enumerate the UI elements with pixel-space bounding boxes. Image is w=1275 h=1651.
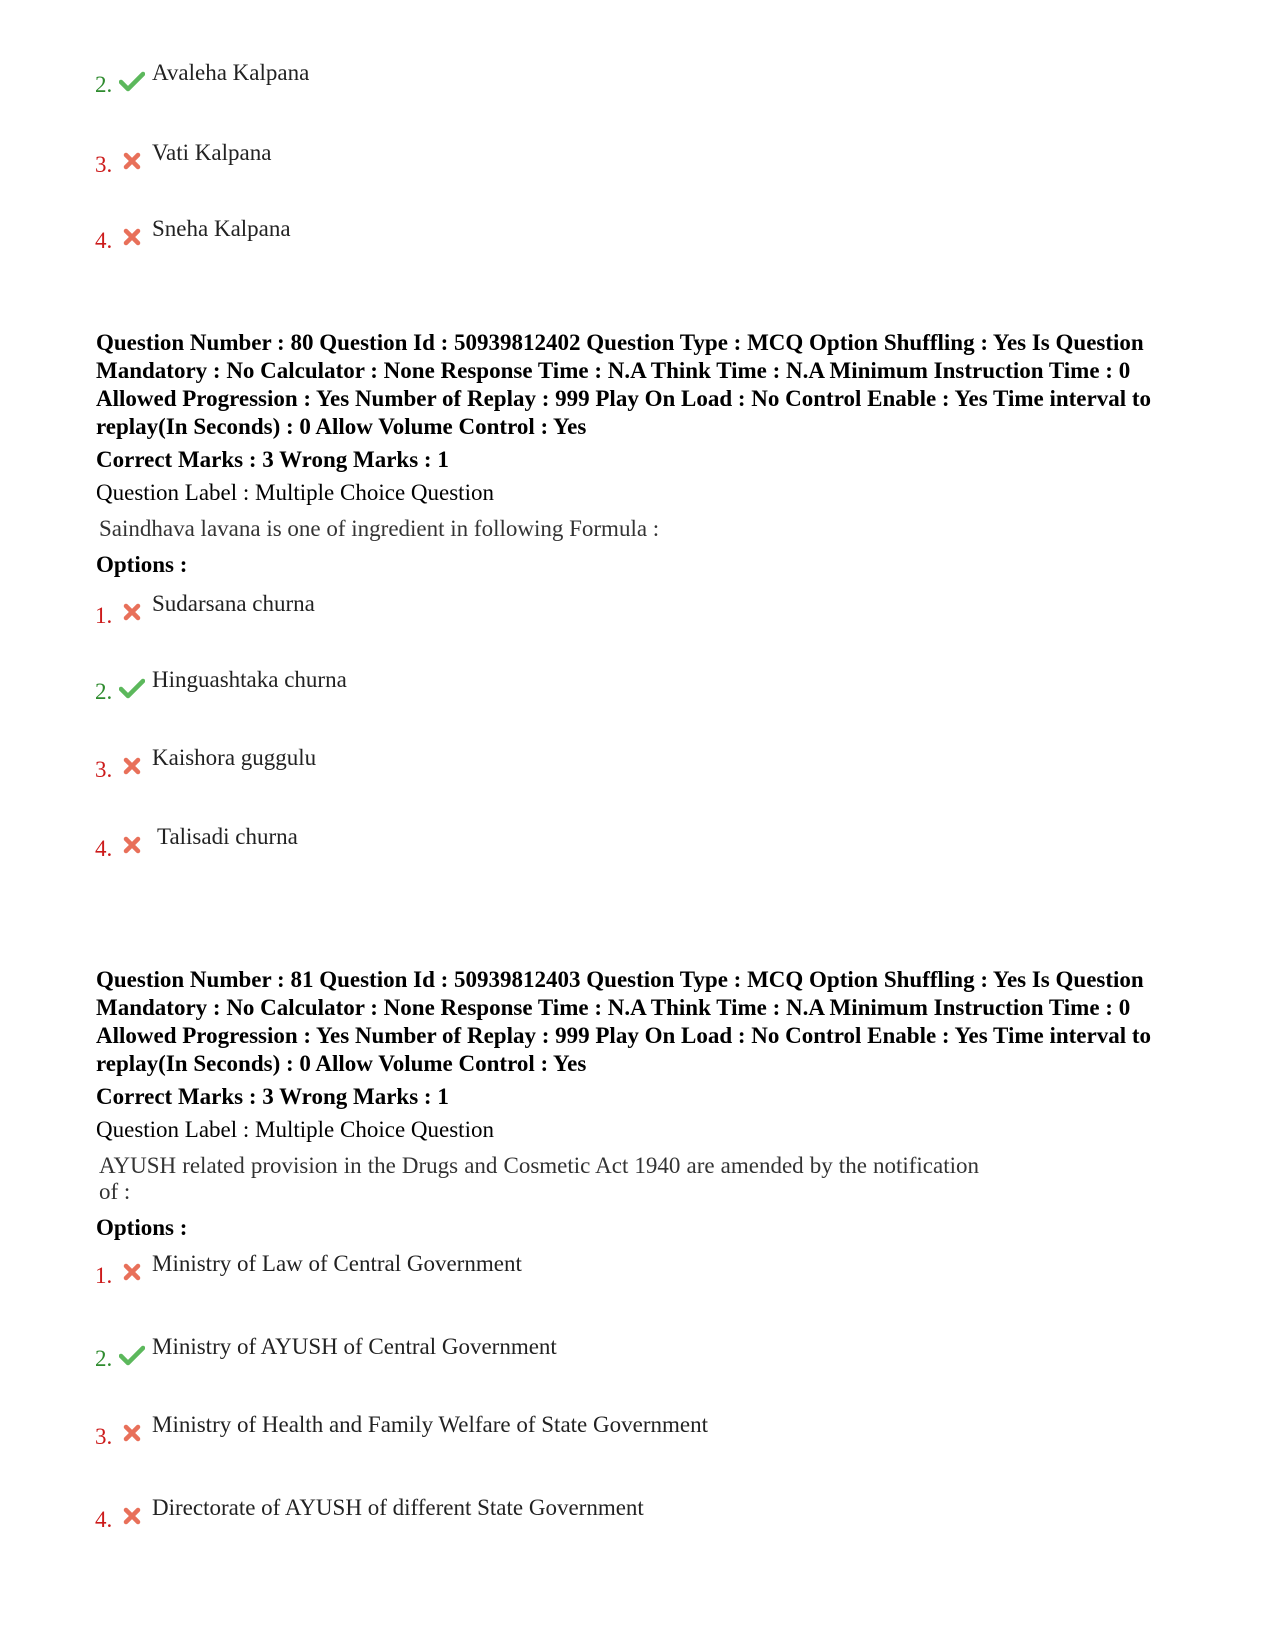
option-text: Directorate of AYUSH of different State Government (152, 1495, 644, 1520)
option-number: 1. (95, 603, 113, 628)
check-icon (119, 1344, 145, 1366)
question-marks: Correct Marks : 3 Wrong Marks : 1 (96, 1084, 449, 1109)
cross-icon (119, 755, 145, 777)
option-number: 3. (95, 1424, 113, 1449)
question-marks: Correct Marks : 3 Wrong Marks : 1 (96, 447, 449, 472)
prev-option-4 (95, 216, 995, 256)
cross-icon (119, 1422, 145, 1444)
cross-icon (119, 601, 145, 623)
option-text: Sudarsana churna (152, 591, 315, 616)
question-meta: Question Number : 80 Question Id : 50939812402 Question Type : MCQ Option Shuffling : Yes Is Question Mandatory : No Calculator : None Response Time : N.A Think Time : N.A Minimum Instruction Time : 0 Allowed Progression : Yes Number of Replay : 999 Play On Load : No Control Enable : Yes Time interval to replay(In Seconds) : 0 Allow Volume Control : Yes (96, 330, 1152, 439)
option-number: 1. (95, 1263, 113, 1288)
question-81 (96, 966, 1196, 1242)
q81-option-2 (95, 1334, 995, 1374)
options-heading: Options : (96, 1215, 188, 1240)
cross-icon (119, 150, 145, 172)
q80-option-1 (95, 591, 995, 631)
option-text: Talisadi churna (157, 824, 298, 849)
option-text: Hinguashtaka churna (152, 667, 347, 692)
option-number: 3. (95, 757, 113, 782)
question-meta: Question Number : 81 Question Id : 50939812403 Question Type : MCQ Option Shuffling : Yes Is Question Mandatory : No Calculator : None Response Time : N.A Think Time : N.A Minimum Instruction Time : 0 Allowed Progression : Yes Number of Replay : 999 Play On Load : No Control Enable : Yes Time interval to replay(In Seconds) : 0 Allow Volume Control : Yes (96, 967, 1152, 1076)
cross-icon (119, 1261, 145, 1283)
prev-option-2 (95, 60, 995, 100)
option-number: 4. (95, 228, 113, 253)
q81-option-1 (95, 1251, 995, 1291)
q80-option-4 (95, 824, 995, 864)
prev-option-3 (95, 140, 995, 180)
option-number: 3. (95, 152, 113, 177)
q80-option-2 (95, 667, 995, 707)
options-heading: Options : (96, 552, 188, 577)
option-number: 4. (95, 1507, 113, 1532)
question-label: Question Label : Multiple Choice Question (96, 1117, 494, 1142)
question-label: Question Label : Multiple Choice Question (96, 480, 494, 505)
option-text: Ministry of AYUSH of Central Government (152, 1334, 557, 1359)
check-icon (119, 70, 145, 92)
q81-option-4 (95, 1495, 995, 1535)
option-text: Sneha Kalpana (152, 216, 291, 241)
question-text: Saindhava lavana is one of ingredient in following Formula : (99, 516, 660, 541)
option-text: Kaishora guggulu (152, 745, 317, 770)
q81-option-3 (95, 1412, 995, 1452)
option-number: 2. (95, 1346, 113, 1371)
q80-option-3 (95, 745, 995, 785)
option-text: Ministry of Health and Family Welfare of State Government (152, 1412, 708, 1437)
option-number: 4. (95, 836, 113, 861)
option-number: 2. (95, 679, 113, 704)
option-text: Ministry of Law of Central Government (152, 1251, 522, 1276)
option-text: Avaleha Kalpana (152, 60, 310, 85)
question-80 (96, 329, 1196, 579)
cross-icon (119, 834, 145, 856)
option-number: 2. (95, 72, 113, 97)
cross-icon (119, 226, 145, 248)
cross-icon (119, 1505, 145, 1527)
question-text: AYUSH related provision in the Drugs and Cosmetic Act 1940 are amended by the notification of : (99, 1153, 979, 1204)
option-text: Vati Kalpana (152, 140, 272, 165)
check-icon (119, 677, 145, 699)
